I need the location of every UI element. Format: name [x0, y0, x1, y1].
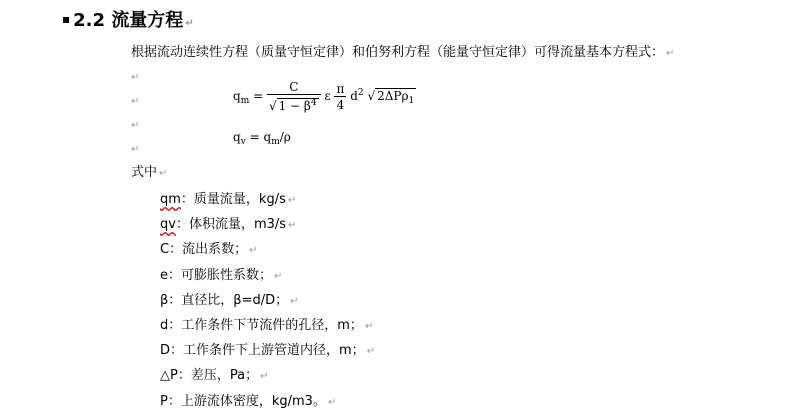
definition-item — [160, 213, 375, 238]
pi-denominator: 4 — [334, 96, 346, 112]
definition-text: ：工作条件下上游管道内径，m； — [170, 343, 365, 359]
heading-bullet: ▪ — [62, 12, 71, 26]
definition-text: ：差压，Pa； — [177, 368, 259, 384]
definition-symbol: d — [160, 318, 169, 334]
pi-numerator: π — [336, 81, 345, 96]
definition-item — [160, 314, 375, 339]
where-label — [131, 164, 167, 183]
paragraph-mark: ↵ — [327, 396, 337, 408]
definition-item — [160, 264, 375, 289]
definition-item — [160, 238, 375, 263]
definition-symbol: qm — [160, 192, 181, 207]
definition-text: ：直径比，β=d/D； — [168, 292, 289, 308]
pi-fraction — [334, 82, 346, 112]
paragraph-mark: ↵ — [288, 220, 297, 232]
paragraph-mark: ↵ — [290, 295, 299, 307]
formula-rhs-tail: /ρ — [279, 130, 291, 144]
radicand: 2ΔPρ — [377, 89, 409, 103]
equals-sign: = — [253, 89, 264, 103]
formula-lhs: q — [233, 89, 241, 103]
definition-item — [160, 339, 375, 364]
where-text: 式中 — [131, 165, 158, 180]
definition-symbol: qv — [160, 217, 176, 233]
sqrt-symbol: √ $1 - \beta^4$ — [268, 98, 317, 113]
equals-sign: = — [249, 130, 260, 144]
definition-item — [160, 289, 375, 314]
formula-lhs-sub: m — [240, 96, 250, 106]
paragraph-mark: ↵ — [274, 270, 283, 282]
radicand: 1 − β — [278, 99, 311, 113]
mass-flow-formula — [233, 80, 416, 113]
epsilon-symbol: ε — [324, 89, 331, 103]
formula-rhs-sub: m — [271, 137, 280, 147]
definition-list — [160, 188, 375, 415]
definition-text: ：体积流量，m3/s — [175, 217, 287, 233]
intro-text: 根据流动连续性方程（质量守恒定律）和伯努利方程（能量守恒定律）可得流量基本方程式： — [131, 45, 665, 60]
definition-text: ：流出系数； — [169, 242, 248, 258]
section-heading — [62, 6, 194, 37]
definition-symbol: β — [160, 292, 169, 308]
paragraph-mark: ↵ — [666, 48, 675, 59]
definition-item — [160, 188, 375, 213]
paragraph-mark: ↵ — [249, 245, 258, 257]
formula-rhs: q — [263, 130, 272, 144]
definition-symbol: P — [160, 393, 168, 409]
paragraph-mark: ↵ — [159, 168, 168, 179]
formula-lhs: q — [233, 130, 241, 144]
intro-paragraph — [131, 44, 674, 63]
definition-symbol: △P — [160, 368, 178, 384]
sqrt-symbol: √ 2ΔPρ$_1$ — [367, 89, 415, 106]
definition-symbol: D — [160, 343, 171, 359]
definition-item — [160, 390, 375, 415]
radicand-exponent: 4 — [310, 98, 317, 108]
paragraph-mark: ↵ — [260, 371, 269, 383]
empty-paragraph-mark: ↵ — [131, 120, 140, 131]
empty-paragraph-mark: ↵ — [131, 96, 140, 107]
paragraph-mark: ↵ — [287, 195, 297, 206]
paragraph-mark: ↵ — [366, 346, 376, 358]
fraction-denominator — [267, 94, 321, 113]
empty-paragraph-mark: ↵ — [131, 144, 140, 155]
volume-flow-formula — [233, 130, 291, 149]
diameter-exponent: 2 — [357, 88, 364, 98]
definition-symbol: C — [160, 242, 170, 258]
diameter-symbol: d — [350, 89, 358, 103]
section-title: 流量方程 — [111, 10, 184, 31]
definition-text: ：上游流体密度，kg/m3。 — [167, 393, 326, 409]
formula-lhs-sub: v — [240, 137, 246, 147]
radicand-sub: 1 — [408, 96, 415, 106]
definition-text: ：可膨胀性系数； — [168, 267, 273, 283]
empty-paragraph-mark: ↵ — [131, 72, 140, 83]
paragraph-mark: ↵ — [364, 321, 374, 333]
definition-text: ：工作条件下节流件的孔径，m； — [168, 318, 363, 334]
definition-symbol: e — [160, 267, 168, 283]
paragraph-mark: ↵ — [185, 18, 194, 29]
definition-item — [160, 364, 375, 389]
definition-text: ：质量流量，kg/s — [180, 192, 286, 207]
coefficient-fraction — [267, 80, 321, 113]
section-number: 2.2 — [73, 10, 106, 31]
fraction-numerator: C — [289, 80, 299, 94]
